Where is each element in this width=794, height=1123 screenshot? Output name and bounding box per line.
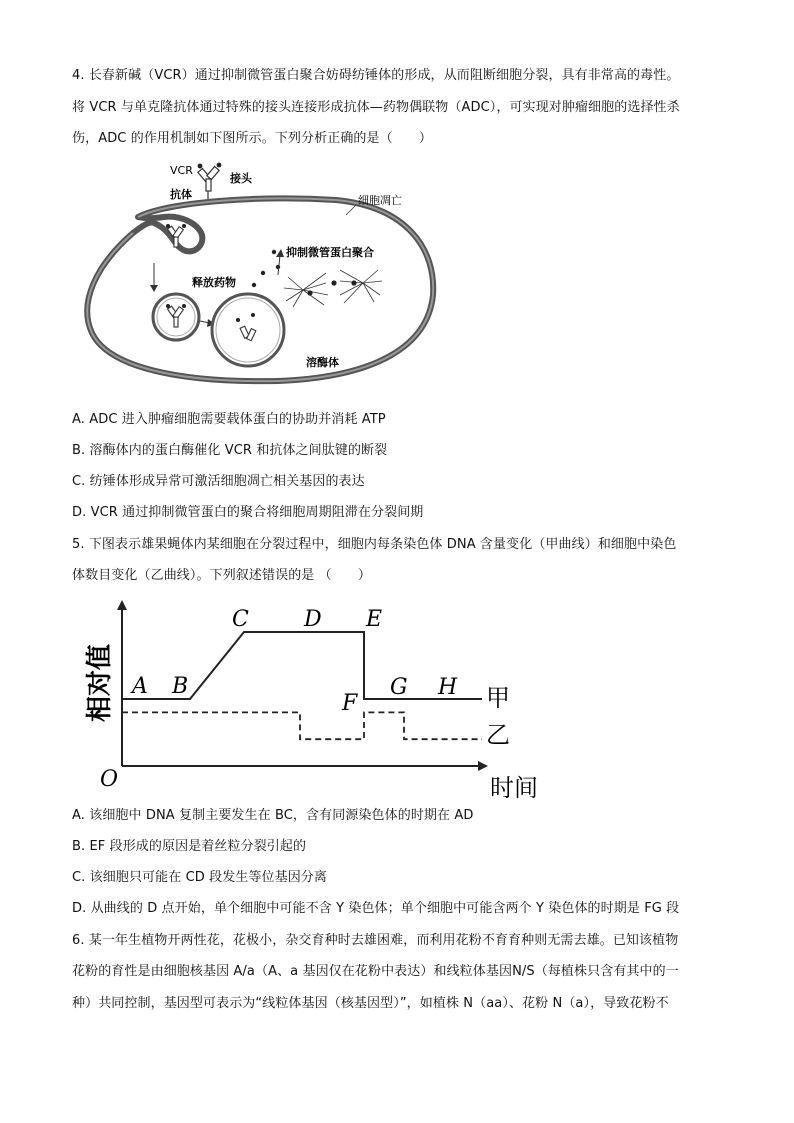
q4-stem-line-3: 伤，ADC 的作用机制如下图所示。下列分析正确的是（ ）: [72, 131, 433, 146]
q6-stem-line-1: 6. 某一年生植物开两性花，花极小，杂交育种时去雄困难，而利用花粉不育育种则无需去雄。已知该植物: [72, 933, 679, 948]
q5-option-a: A. 该细胞中 DNA 复制主要发生在 BC，含有同源染色体的时期在 AD: [72, 808, 474, 823]
q4-stem-line-2: 将 VCR 与单克隆抗体通过特殊的接头连接形成抗体—药物偶联物（ADC），可实现对肿瘤细胞的选择性杀: [72, 100, 680, 115]
q6-stem-line-2: 花粉的育性是由细胞核基因 A/a（A、a 基因仅在花粉中表达）和线粒体基因N/S（每植株只含有其中的一: [72, 964, 679, 979]
q5-stem-line-1: 5. 下图表示雄果蝇体内某细胞在分裂过程中，细胞内每条染色体 DNA 含量变化（甲曲线）和细胞中染色: [72, 537, 677, 552]
label-lysosome: 溶酶体: [306, 356, 339, 369]
series-label-jia: 甲: [486, 684, 510, 712]
adc-antibody-icon: [198, 163, 222, 199]
q6-stem-line-3: 种）共同控制，基因型可表示为“线粒体基因（核基因型）”，如植株 N（aa）、花粉 N（a），导致花粉不: [72, 996, 669, 1011]
point-label-E: E: [366, 607, 383, 632]
q4-option-c: C. 纺锤体形成异常可激活细胞凋亡相关基因的表达: [72, 474, 365, 489]
point-label-D: D: [304, 607, 322, 632]
q5-option-d: D. 从曲线的 D 点开始，单个细胞中可能不含 Y 染色体；单个细胞中可能含两个 Y 染色体的时期是 FG 段: [72, 901, 680, 916]
origin-label: O: [100, 767, 119, 792]
series-yi-line: [122, 712, 482, 739]
x-axis-label: 时间: [490, 774, 538, 802]
series-label-yi: 乙: [486, 721, 510, 749]
q5-option-b: B. EF 段形成的原因是着丝粒分裂引起的: [72, 839, 307, 854]
dna-chromosome-chart: [72, 598, 552, 803]
label-apoptosis: 细胞凋亡: [358, 194, 402, 207]
q5-option-c: C. 该细胞只可能在 CD 段发生等位基因分离: [72, 870, 327, 885]
point-label-F: F: [342, 691, 358, 716]
label-inhibit: 抑制微管蛋白聚合: [286, 246, 374, 259]
label-linker: 接头: [230, 172, 252, 185]
label-antibody: 抗体: [170, 188, 192, 201]
point-label-H: H: [438, 675, 458, 700]
point-label-B: B: [172, 674, 189, 699]
q5-stem-line-2: 体数目变化（乙曲线）。下列叙述错误的是 （ ）: [72, 568, 372, 583]
point-label-C: C: [232, 607, 249, 632]
point-label-A: A: [132, 674, 148, 699]
label-release: 释放药物: [192, 276, 236, 289]
lysosome: [212, 294, 284, 366]
q4-option-d: D. VCR 通过抑制微管蛋白的聚合将细胞周期阻滞在分裂间期: [72, 505, 424, 520]
q4-option-a: A. ADC 进入肿瘤细胞需要载体蛋白的协助并消耗 ATP: [72, 412, 386, 427]
adc-mechanism-diagram: [78, 155, 448, 395]
label-vcr: VCR: [170, 164, 193, 177]
y-axis-label: 相对值: [85, 643, 115, 723]
q4-stem-line-1: 4. 长春新碱（VCR）通过抑制微管蛋白聚合妨碍纺锤体的形成，从而阻断细胞分裂，具有非常高的毒性。: [72, 68, 680, 83]
point-label-G: G: [390, 675, 408, 700]
q4-option-b: B. 溶酶体内的蛋白酶催化 VCR 和抗体之间肽键的断裂: [72, 443, 388, 458]
